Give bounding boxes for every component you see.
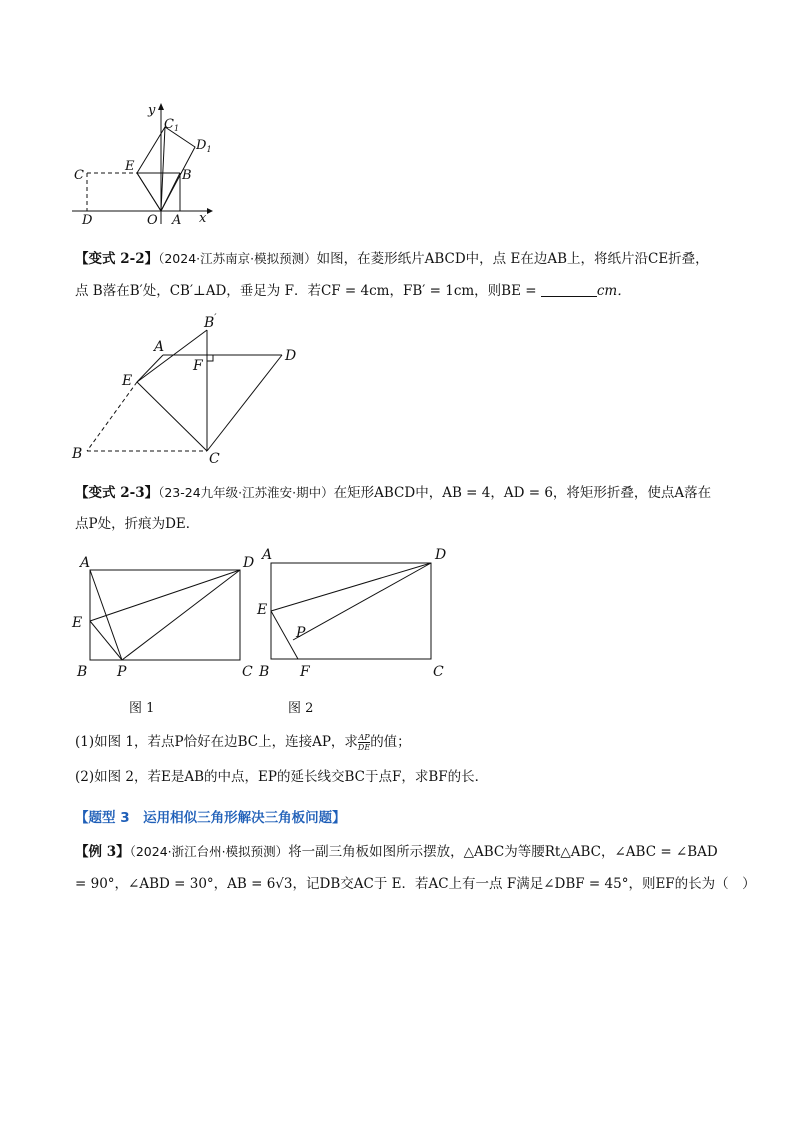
variant-2-3-source: （23-24九年级·江苏淮安·期中）	[158, 485, 334, 500]
example-3-text1: 将一副三角板如图所示摆放，△ABC为等腰Rt△ABC，∠ABC = ∠BAD	[288, 844, 718, 860]
fraction-denominator: DE	[357, 743, 371, 752]
variant-2-2-text1: 如图，在菱形纸片ABCD中，点 E在边AB上，将纸片沿CE折叠，	[316, 251, 709, 267]
example-3-tag: 【例 3】	[75, 844, 130, 860]
fig2-label-bprime: B′	[204, 313, 217, 331]
fig1-label-d1: $D_1$	[196, 138, 212, 154]
variant-2-2-source: （2024·江苏南京·模拟预测）	[158, 251, 317, 266]
ratio-fraction	[358, 733, 370, 752]
variant-2-2-line1	[75, 249, 709, 269]
fig3-label-b: B	[77, 664, 88, 680]
fig4-label-c: C	[433, 664, 444, 680]
fig1-label-c1: $C_1$	[164, 117, 180, 133]
variant-2-2-line2	[75, 281, 631, 301]
fig2-label-e: E	[122, 373, 133, 389]
answer-blank	[541, 282, 597, 297]
fig4-label-d: D	[435, 547, 447, 563]
variant-2-2-tag: 【变式 2-2】	[75, 251, 159, 267]
caption-figure-1: 图 1	[129, 701, 155, 716]
variant-2-3-line2	[75, 514, 199, 534]
fraction-numerator: AP	[358, 733, 370, 742]
fig1-label-y: y	[148, 103, 156, 118]
fig1-label-e: E	[125, 159, 135, 174]
fig4-label-p: P	[296, 625, 306, 641]
question-2: (2)如图 2，若E是AB的中点，EP的延长线交BC于点F，求BF的长．	[75, 769, 489, 785]
rhombus-fold-figure	[68, 310, 308, 470]
variant-2-3-tag: 【变式 2-3】	[75, 485, 159, 501]
fig2-label-c: C	[209, 451, 220, 467]
caption-figure-2: 图 2	[288, 701, 314, 716]
fig4-label-f: F	[300, 664, 310, 680]
fig1-label-a: A	[172, 213, 182, 228]
variant-2-2-unit: cm．	[596, 283, 631, 299]
example-3-line1	[75, 842, 718, 862]
fig3-label-c: C	[242, 664, 253, 680]
fig3-label-p: P	[117, 664, 127, 680]
coordinate-figure	[68, 98, 228, 232]
variant-2-3-line1	[75, 483, 711, 503]
variant-2-2-text2: 点 B落在B′处，CB′⊥AD，垂足为 F．若CF = 4cm，FB′ = 1cm，则BE =	[75, 283, 541, 299]
fig1-label-c: C	[74, 168, 84, 183]
variant-2-3-text1: 在矩形ABCD中，AB = 4，AD = 6，将矩形折叠，使点A落在	[333, 485, 712, 501]
rectangle-figure-1	[68, 548, 268, 684]
fig2-label-a: A	[154, 339, 165, 355]
fig2-label-d: D	[285, 348, 297, 364]
rectangle-figure-2	[255, 542, 455, 684]
fig4-label-e: E	[257, 602, 268, 618]
fig1-label-x: x	[199, 211, 207, 226]
example-3-source: （2024·浙江台州·模拟预测）	[129, 844, 289, 859]
fig2-label-b: B	[72, 446, 83, 462]
fig1-label-o: O	[147, 213, 158, 228]
section-3-heading: 【题型 3 运用相似三角形解决三角板问题】	[75, 810, 346, 826]
fig1-label-d: D	[82, 213, 93, 228]
fig4-label-a: A	[262, 547, 273, 563]
fig1-label-b: B	[182, 168, 192, 183]
fig3-label-d: D	[243, 555, 255, 571]
example-3-line2: = 90°，∠ABD = 30°，AB = 6√3，记DB交AC于 E．若AC上有一点 F满足∠DBF = 45°，则EF的长为（ ）	[75, 876, 756, 892]
question-1-suffix: 的值；	[370, 734, 411, 750]
variant-2-3-text2: 点P处，折痕为DE．	[75, 516, 200, 532]
fig3-label-a: A	[80, 555, 91, 571]
fig3-label-e: E	[72, 615, 83, 631]
question-1	[75, 732, 411, 752]
fig4-label-b: B	[259, 664, 270, 680]
question-1-text: (1)如图 1，若点P恰好在边BC上，连接AP，求	[75, 734, 358, 750]
fig2-label-f: F	[193, 358, 203, 374]
